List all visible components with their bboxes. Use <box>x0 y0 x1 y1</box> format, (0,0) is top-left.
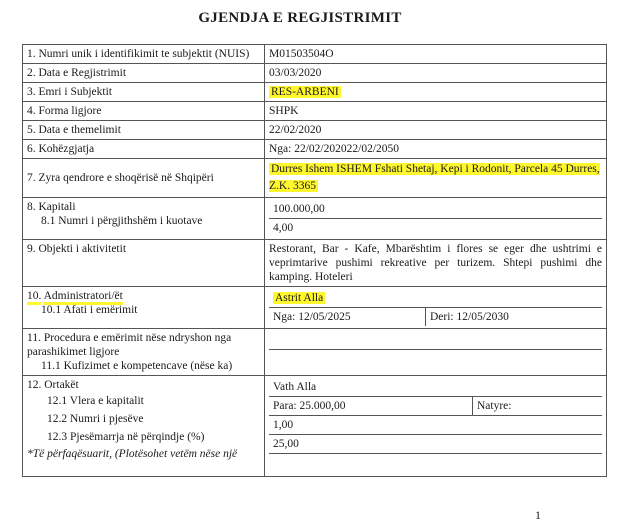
office-label: 7. Zyra qendrore e shoqërisë në Shqipëri <box>23 159 265 198</box>
partner-nature: Natyre: <box>472 397 602 415</box>
partners-values <box>265 376 607 477</box>
reg-date-label: 2. Data e Regjistrimit <box>23 64 265 83</box>
admin-values <box>265 287 607 329</box>
admin-value: Astrit Alla <box>275 292 324 304</box>
partner-percent-value: 25,00 <box>269 434 602 453</box>
capital-label: 8. Kapitali <box>27 201 76 213</box>
admin-label-number: 10. <box>27 290 41 305</box>
partner-percent-label: 12.3 Pjesëmarrja në përqindje (%) <box>47 431 205 443</box>
table-row <box>23 287 607 329</box>
footnote: *Të përfaqësuarit, (Plotësohet vetëm nëse një <box>27 448 238 460</box>
limits-label: 11.1 Kufizimet e kompetencave (nëse ka) <box>41 360 233 372</box>
legal-form-label: 4. Forma ligjore <box>23 102 265 121</box>
procedure-values <box>265 329 607 376</box>
admin-term-label: 10.1 Afati i emërimit <box>41 304 138 316</box>
capital-value: 100.000,00 <box>273 203 325 215</box>
duration-value: Nga: 22/02/202022/02/2050 <box>265 140 607 159</box>
partner-name: Vath Alla <box>273 381 317 393</box>
table-row <box>23 102 607 121</box>
table-row <box>23 198 607 240</box>
procedure-label: 11. Procedura e emërimit nëse ndryshon nga parashikimet ligjore <box>27 332 232 358</box>
partner-capital-value: Para: 25.000,00 <box>273 400 346 412</box>
partners-label-cell <box>23 376 265 477</box>
partner-shares-value: 1,00 <box>269 415 602 434</box>
table-row <box>23 45 607 64</box>
partner-empty <box>269 453 602 474</box>
activity-value: Restorant, Bar - Kafe, Mbarështim i flores se eger dhe ushtrimi e veprimtarive pushimi rekreative per turizem. Shtepi pushimi dhe kamping. Hoteleri <box>265 240 607 287</box>
table-row <box>23 140 607 159</box>
partner-capital-label: 12.1 Vlera e kapitalit <box>47 395 144 407</box>
table-row <box>23 329 607 376</box>
admin-label-cell <box>23 287 265 329</box>
registration-table <box>22 44 607 477</box>
table-row <box>23 376 607 477</box>
name-label: 3. Emri i Subjektit <box>23 83 265 102</box>
founding-date-value: 22/02/2020 <box>265 121 607 140</box>
nuis-label: 1. Numri unik i identifikimit te subjektit (NUIS) <box>23 45 265 64</box>
procedure-value <box>269 331 602 349</box>
table-row <box>23 121 607 140</box>
quota-label: 8.1 Numri i përgjithshëm i kuotave <box>41 215 203 227</box>
activity-label: 9. Objekti i aktivitetit <box>23 240 265 287</box>
admin-term-from: Nga: 12/05/2025 <box>273 311 351 323</box>
table-row <box>23 240 607 287</box>
reg-date-value: 03/03/2020 <box>265 64 607 83</box>
page-number: 1 <box>535 508 541 522</box>
page-title: GJENDJA E REGJISTRIMIT <box>198 10 402 26</box>
limits-value <box>269 349 602 368</box>
capital-values <box>265 198 607 240</box>
nuis-value: M01503504O <box>265 45 607 64</box>
table-row <box>23 83 607 102</box>
capital-label-cell <box>23 198 265 240</box>
procedure-label-cell <box>23 329 265 376</box>
table-row <box>23 64 607 83</box>
partners-label: 12. Ortakët <box>27 379 79 391</box>
duration-label: 6. Kohëzgjatja <box>23 140 265 159</box>
admin-label: Administratori/ët <box>44 290 123 305</box>
founding-date-label: 5. Data e themelimit <box>23 121 265 140</box>
legal-form-value: SHPK <box>265 102 607 121</box>
admin-term-to: Deri: 12/05/2030 <box>425 308 602 326</box>
partner-shares-label: 12.2 Numri i pjesëve <box>47 413 144 425</box>
table-row <box>23 159 607 198</box>
quota-value: 4,00 <box>269 218 602 237</box>
office-value: Durres Ishem ISHEM Fshati Shetaj, Kepi i Rodonit, Parcela 45 Durres, Z.K. 3365 <box>269 163 600 192</box>
name-value: RES-ARBENI <box>271 86 339 98</box>
